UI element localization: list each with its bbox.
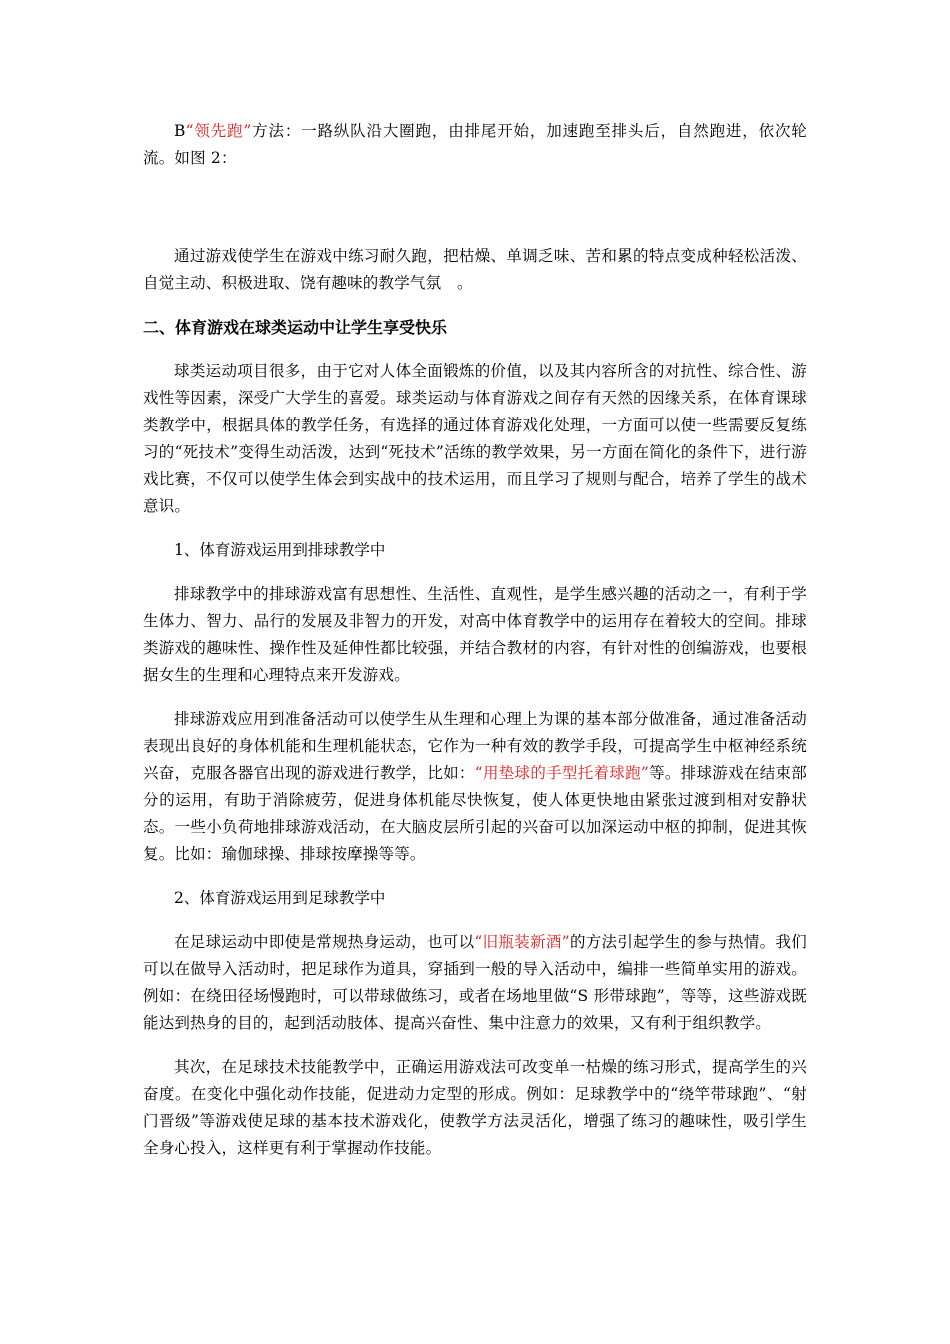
spacer [143,689,807,706]
spacer [143,520,807,537]
paragraph-volleyball-warmup [143,706,807,868]
football-text-start: 在足球运动中即使是常规热身运动，也可以 [174,933,475,951]
method-description: 方法：一路纵队沿大圈跑，由排尾开始，加速跑至排头后，自然跑进，依次轮流。如图 2： [143,122,807,167]
spacer [143,1037,807,1054]
section-heading-ball-games: 二、体育游戏在球类运动中让学生享受快乐 [143,318,448,337]
paragraph-ball-sports-intro: 球类运动项目很多，由于它对人体全面锻炼的价值，以及其内容所含的对抗性、综合性、游戏性等因素，深受广大学生的喜爱。球类运动与体育游戏之间存有天然的因缘关系，在体育课球类教学中，根据具体的教学任务，有选择的通过体育游戏化处理，一方面可以使一些需要反复练习的“死技术”变得生动活泼，达到“死技术”活练的教学效果，另一方面在简化的条件下，进行游戏比赛，不仅可以使学生体会到实战中的技术运用，而且学习了规则与配合，培养了学生的战术意识。 [143,362,807,515]
paragraph-endurance-game: 通过游戏使学生在游戏中练习耐久跑，把枯燥、单调乏味、苦和累的特点变成种轻松活泼、自觉主动、积极进取、饶有趣味的教学气氛 。 [143,247,807,292]
warmup-highlight: “用垫球的手型托着球跑” [474,764,650,782]
paragraph-football-skills: 其次，在足球技术技能教学中，正确运用游戏法可改变单一枯燥的练习形式，提高学生的兴奋度。在变化中强化动作技能，促进动力定型的形成。例如：足球教学中的“绕竿带球跑”、“射门晋级”等游戏使足球的基本技术游戏化，使教学方法灵活化，增强了练习的趣味性，吸引学生全身心投入，这样更有利于掌握动作技能。 [143,1058,807,1157]
paragraph-football-warmup [143,929,807,1037]
paragraph-lead-run-method [143,118,807,172]
figure-placeholder-gap [143,172,807,243]
football-highlight: “旧瓶装新酒” [474,933,570,951]
paragraph-volleyball-games: 排球教学中的排球游戏富有思想性、生活性、直观性，是学生感兴趣的活动之一，有利于学生体力、智力、品行的发展及非智力的开发，对高中体育教学中的运用存在着较大的空间。排球类游戏的趣味性、操作性及延伸性都比较强，并结合教材的内容，有针对性的创编游戏，也要根据女生的生理和心理特点来开发游戏。 [143,585,807,684]
subheading-football: 2、体育游戏运用到足球教学中 [174,889,386,907]
warmup-text-start: 排球游戏应用到准备活动可以使学生从生理和心理上为课的基本部分做准备，通过准备活动表现出良好的身体机能和生理机能状态，它作为一种有效的教学手段，可提高学生中枢神经系统兴奋，克服各器官出现的游戏进行教学，比如： [143,710,807,782]
warmup-text-end: 等。排球游戏在结束部分的运用，有助于消除疲劳，促进身体机能尽快恢复，使人体更快地由紧张过渡到相对安静状态。一些小负荷地排球游戏活动，在大脑皮层所引起的兴奋可以加深运动中枢的抑制，促进其恢复。比如：瑜伽球操、排球按摩操等等。 [143,764,807,863]
spacer [143,912,807,929]
spacer [143,297,807,314]
lead-run-highlight: “领先跑” [185,122,252,140]
subheading-volleyball: 1、体育游戏运用到排球教学中 [174,541,386,559]
spacer [143,341,807,358]
spacer [143,868,807,885]
document-body [143,118,807,1162]
method-prefix: B [174,122,186,140]
spacer [143,564,807,581]
football-text-end: 的方法引起学生的参与热情。我们可以在做导入活动时，把足球作为道具，穿插到一般的导入活动中，编排一些简单实用的游戏。例如：在绕田径场慢跑时，可以带球做练习，或者在场地里做“S 形带球跑”，等等，这些游戏既能达到热身的目的，起到活动肢体、提高兴奋性、集中注意力的效果，又有利于组织教学。 [143,933,807,1032]
